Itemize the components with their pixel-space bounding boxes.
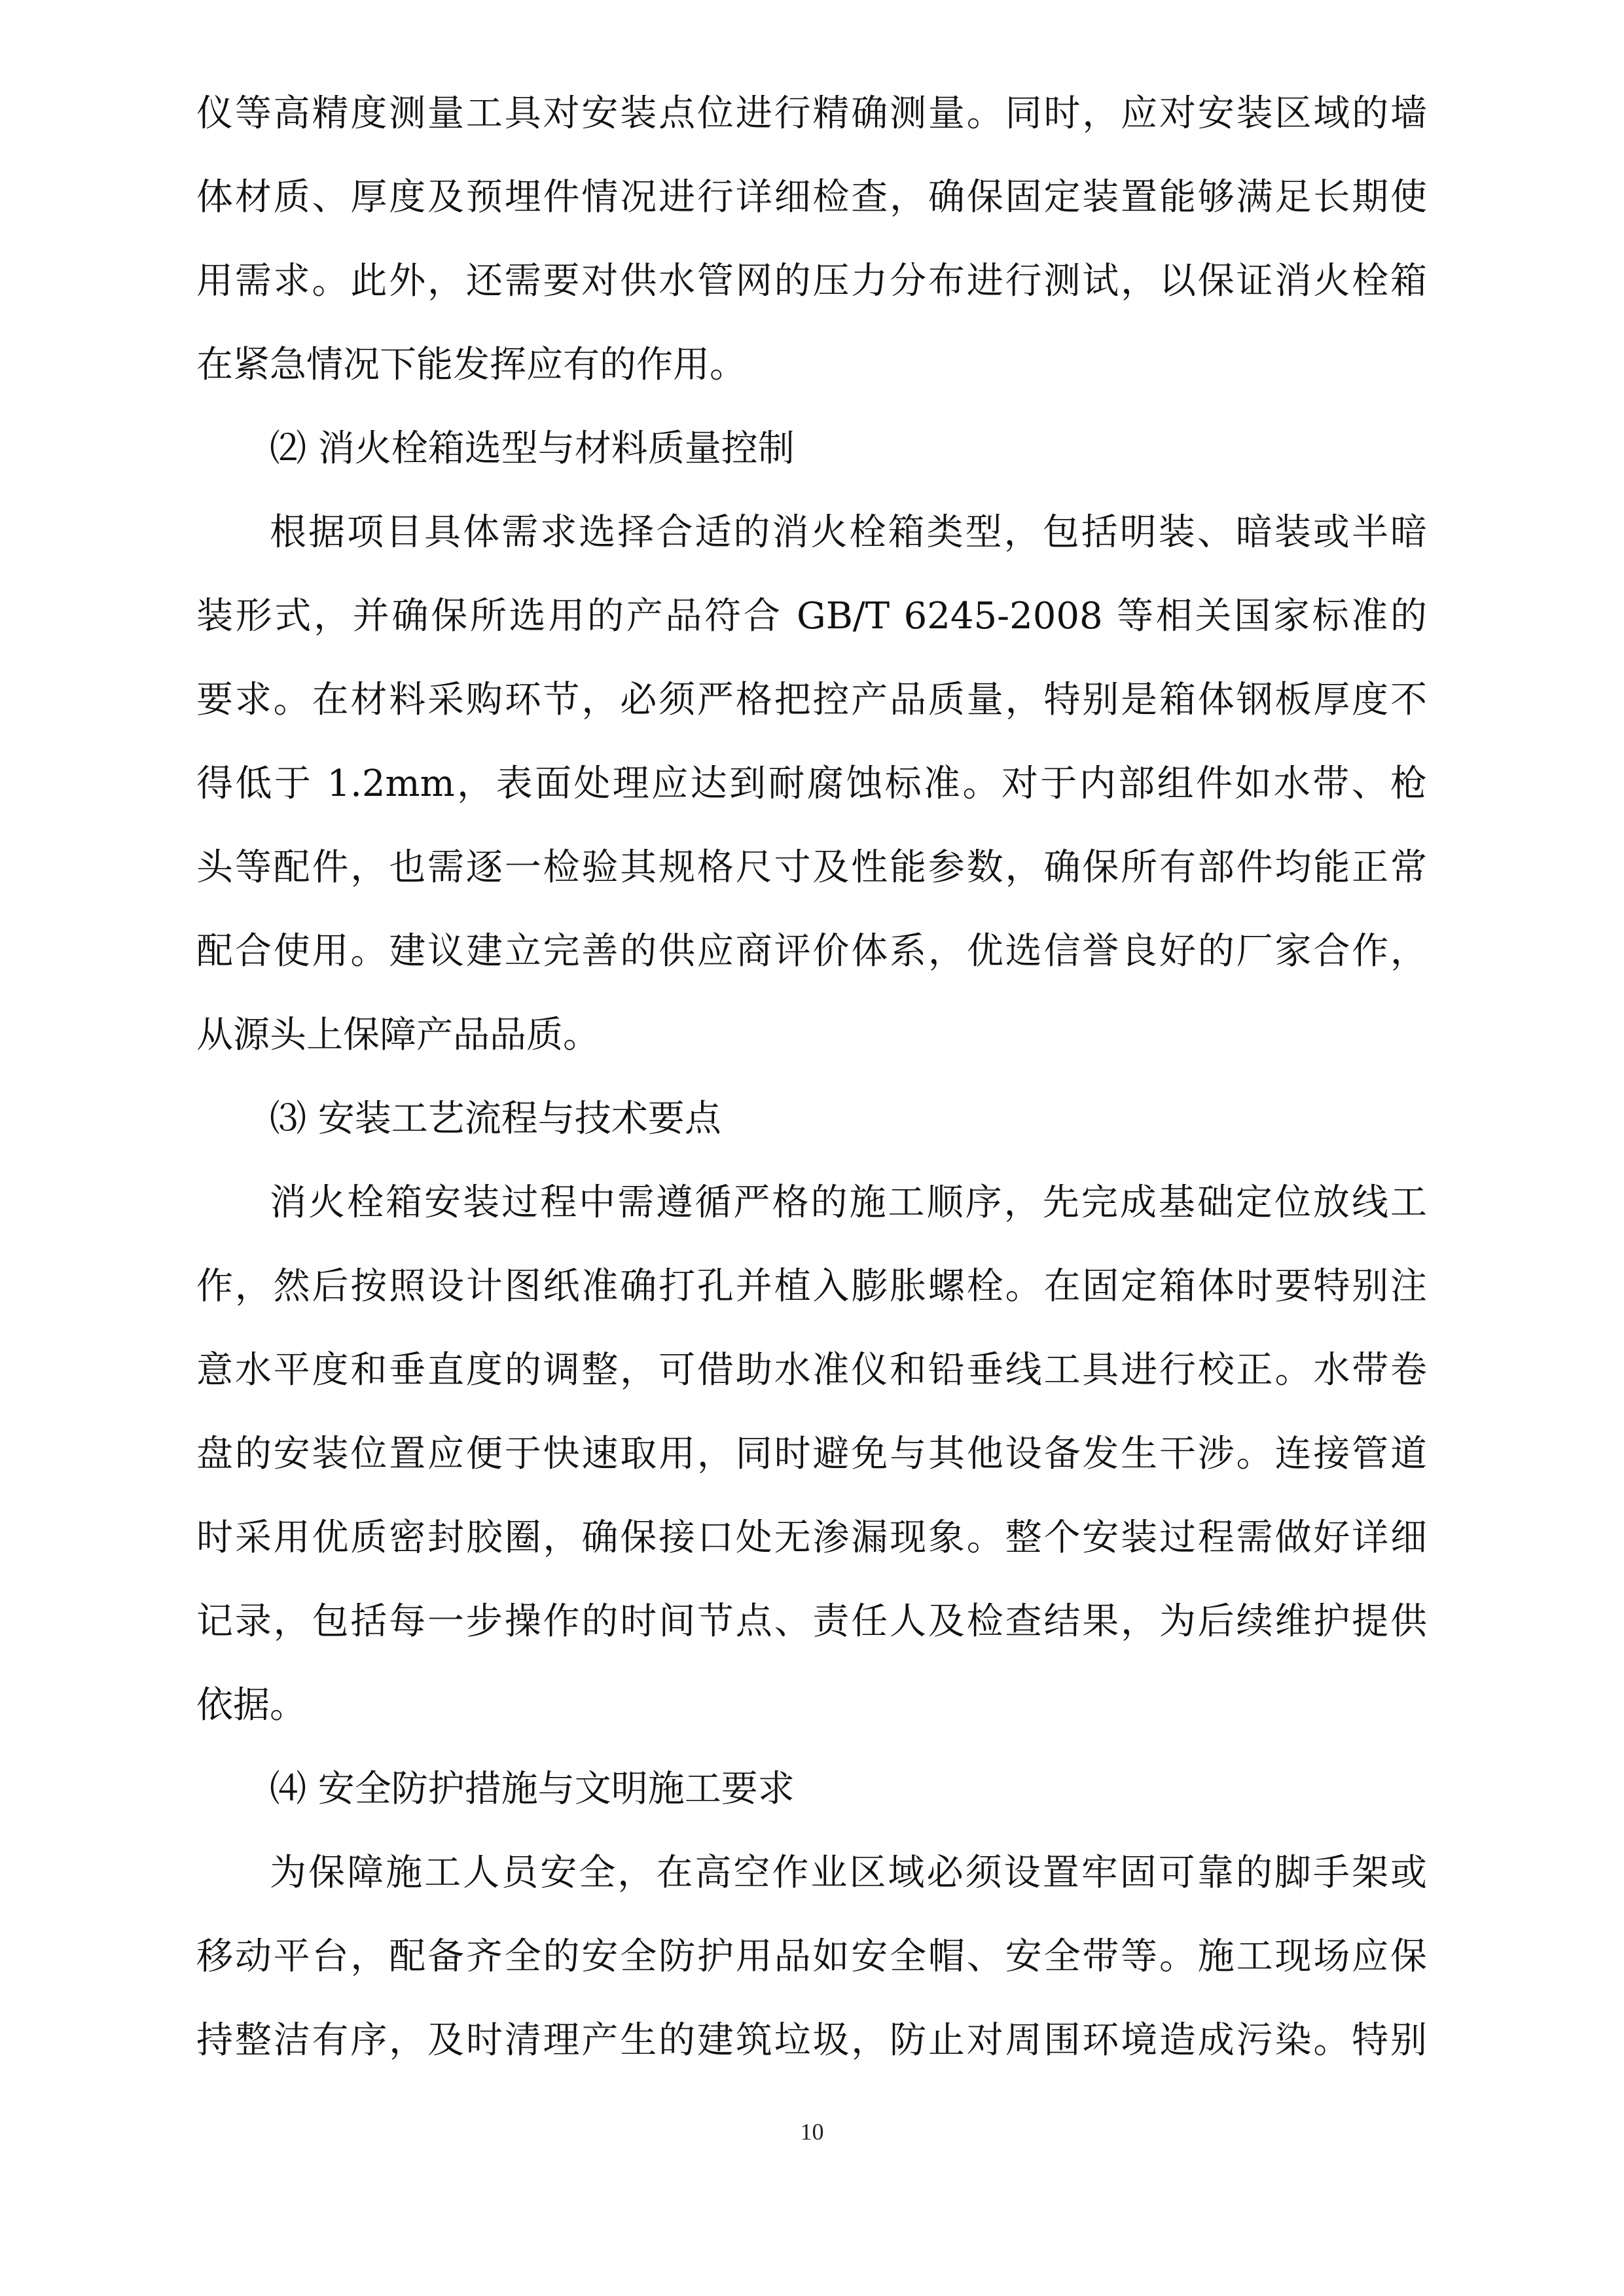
paragraph-line: 配合使用。建议建立完善的供应商评价体系，优选信誉良好的厂家合作， (196, 930, 1427, 973)
paragraph-line: 时采用优质密封胶圈，确保接口处无渗漏现象。整个安装过程需做好详细 (196, 1516, 1427, 1559)
section-heading-3: ⑶ 安装工艺流程与技术要点 (270, 1098, 721, 1140)
paragraph-line: 用需求。此外，还需要对供水管网的压力分布进行测试，以保证消火栓箱 (196, 260, 1427, 302)
paragraph-line: 依据。 (196, 1684, 306, 1727)
paragraph-line: 要求。在材料采购环节，必须严格把控产品质量，特别是箱体钢板厚度不 (196, 679, 1427, 721)
paragraph-line: 体材质、厚度及预埋件情况进行详细检查，确保固定装置能够满足长期使 (196, 176, 1427, 219)
paragraph-line: 消火栓箱安装过程中需遵循严格的施工顺序，先完成基础定位放线工 (270, 1181, 1427, 1224)
paragraph-line: 仪等高精度测量工具对安装点位进行精确测量。同时，应对安装区域的墙 (196, 92, 1427, 135)
paragraph-line: 头等配件，也需逐一检验其规格尺寸及性能参数，确保所有部件均能正常 (196, 846, 1427, 889)
section-heading-2: ⑵ 消火栓箱选型与材料质量控制 (270, 427, 795, 470)
paragraph-line: 根据项目具体需求选择合适的消火栓箱类型，包括明装、暗装或半暗 (270, 511, 1427, 554)
page-number: 10 (800, 2119, 824, 2145)
paragraph-line: 意水平度和垂直度的调整，可借助水准仪和铅垂线工具进行校正。水带卷 (196, 1349, 1427, 1391)
paragraph-line: 作，然后按照设计图纸准确打孔并植入膨胀螺栓。在固定箱体时要特别注 (196, 1265, 1427, 1308)
paragraph-line: 装形式，并确保所选用的产品符合 GB/T 6245-2008 等相关国家标准的 (196, 595, 1427, 637)
paragraph-line: 盘的安装位置应便于快速取用，同时避免与其他设备发生干涉。连接管道 (196, 1433, 1427, 1475)
paragraph-line: 从源头上保障产品品质。 (196, 1014, 600, 1056)
paragraph-line: 在紧急情况下能发挥应有的作用。 (196, 344, 746, 386)
paragraph-line: 得低于 1.2mm，表面处理应达到耐腐蚀标准。对于内部组件如水带、枪 (196, 762, 1427, 805)
paragraph-line: 持整洁有序，及时清理产生的建筑垃圾，防止对周围环境造成污染。特别 (196, 2019, 1427, 2062)
paragraph-line: 移动平台，配备齐全的安全防护用品如安全帽、安全带等。施工现场应保 (196, 1935, 1427, 1978)
paragraph-line: 记录，包括每一步操作的时间节点、责任人及检查结果，为后续维护提供 (196, 1600, 1427, 1643)
section-heading-4: ⑷ 安全防护措施与文明施工要求 (270, 1768, 795, 1810)
paragraph-line: 为保障施工人员安全，在高空作业区域必须设置牢固可靠的脚手架或 (270, 1852, 1427, 1894)
